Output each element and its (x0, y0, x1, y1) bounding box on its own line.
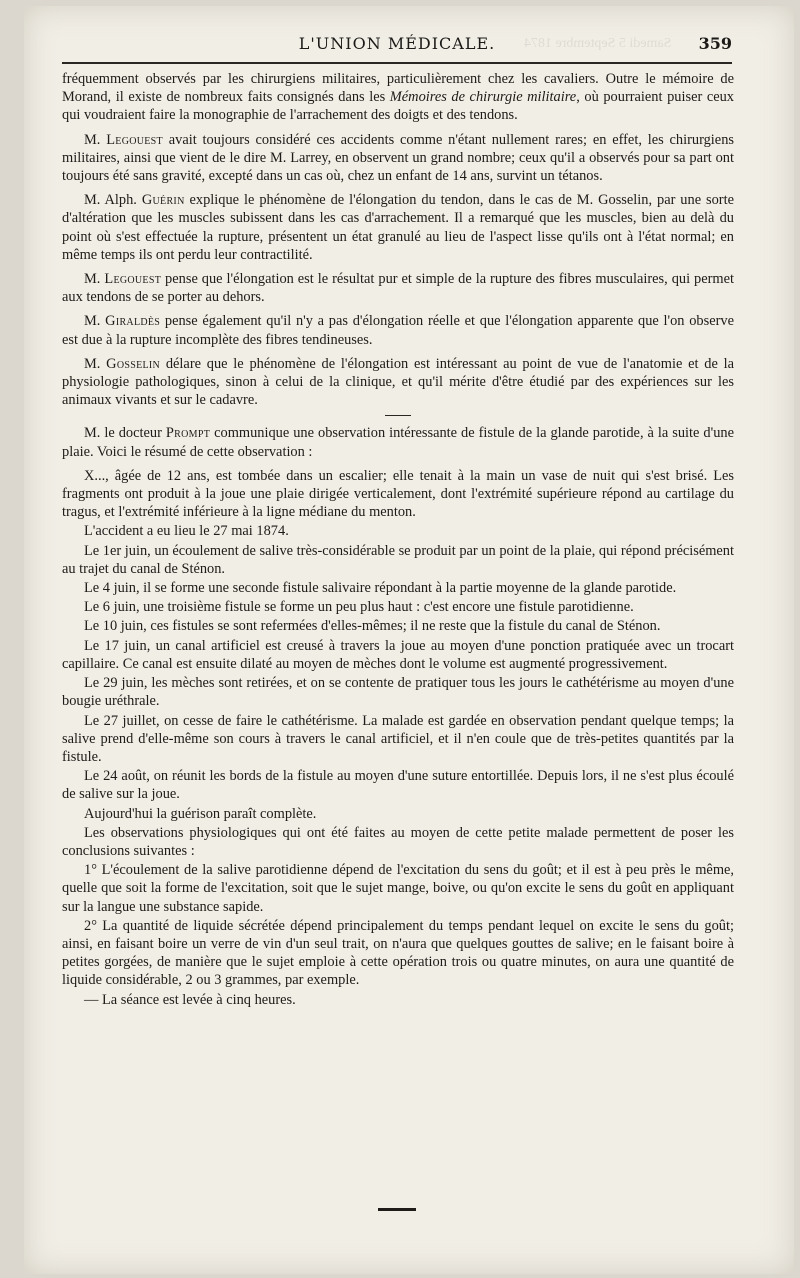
article-body (62, 70, 734, 1010)
case-line: Le 4 juin, il se forme une seconde fistule salivaire répondant à la partie moyenne de la glande parotide. (84, 580, 677, 597)
paragraph-giraldes: M. Giraldès pense également qu'il n'y a pas d'élongation réelle et que l'élongation apparente que l'on observe est due à la rupture incomplète des fibres tendineuses. (62, 313, 734, 348)
case-line: L'accident a eu lieu le 27 mai 1874. (84, 523, 289, 540)
case-line: Le 27 juillet, on cesse de faire le cathétérisme. La malade est gardée en observation pendant quelque temps; la salive prend d'elle-même son cours à travers le canal artificiel, et il n'en coule que de très-petites quantités par la fistule. (62, 712, 734, 765)
speaker-name: Legouest (106, 131, 163, 148)
session-closing: — La séance est levée à cinq heures. (84, 991, 296, 1008)
end-rule (378, 1208, 416, 1211)
section-separator (385, 415, 411, 416)
speaker-name: Giraldès (105, 313, 161, 330)
case-line: Le 6 juin, une troisième fistule se forme un peu plus haut : c'est encore une fistule parotidienne. (84, 599, 634, 616)
case-line: Le 24 août, on réunit les bords de la fistule au moyen d'une suture entortillée. Depuis lors, il ne s'est plus écoulé de salive sur la joue. (62, 768, 734, 803)
page-number: 359 (698, 34, 732, 53)
case-line: Le 1er juin, un écoulement de salive très-considérable se produit par un point de la plaie, qui répond précisément au trajet du canal de Sténon. (62, 542, 734, 577)
journal-title: Mémoires de chirurgie militaire (389, 89, 577, 106)
paragraph-guerin: M. Alph. Guérin explique le phénomène de l'élongation du tendon, dans le cas de M. Gosselin, par une sorte d'altération que les muscles subissent dans les cas d'arrachement. Il a remarqué que les muscles, bien au delà du point où s'est effectuée la rupture, présentent un état granulé au lieu de l'aspect lisse qu'ils ont à l'état normal; en même temps ils ont perdu leur contractilité. (62, 192, 734, 263)
case-line: Le 17 juin, un canal artificiel est creusé à travers la joue au moyen d'une ponction pratiquée avec un trocart capillaire. Ce canal est ensuite dilaté au moyen de mèches dont le volume est augmenté progressivement. (62, 637, 734, 672)
paragraph-opening: fréquemment observés par les chirurgiens militaires, particulièrement chez les cavaliers. Outre le mémoire de Morand, il existe de nombreux faits consignés dans les Mémoires de chirurgie militaire, où pourraient puiser ceux qui voudraient faire la monographie de l'arrachement des doigts et des tendons. (62, 71, 734, 124)
case-line: X..., âgée de 12 ans, est tombée dans un escalier; elle tenait à la main un vase de nuit qui s'est brisé. Les fragments ont produit à la joue une plaie dirigée verticalement, dont l'extrémité supérieure répond au cartilage du tragus, et l'extrémité inférieure à la ligne médiane du menton. (62, 467, 734, 521)
speaker-name: Gosselin (106, 355, 161, 372)
running-title: L'UNION MÉDICALE. (298, 34, 496, 53)
paragraph-legouest-1: M. Legouest avait toujours considéré ces accidents comme n'étant nullement rares; en effet, les chirurgiens militaires, ainsi que vient de le dire M. Larrey, en observent un grand nombre; ceux qu'il a observés pour sa part ont toujours été sans gravité, excepté dans un cas où, chez un enfant de 14 ans, survint un tétanos. (62, 131, 734, 185)
paragraph-legouest-2: M. Legouest pense que l'élongation est le résultat pur et simple de la rupture des fibres musculaires, qui permet aux tendons de se porter au dehors. (62, 271, 735, 306)
page-header (62, 30, 732, 60)
case-line: Les observations physiologiques qui ont été faites au moyen de cette petite malade permettent de poser les conclusions suivantes : (62, 824, 734, 859)
case-line: Aujourd'hui la guérison paraît complète. (84, 805, 317, 822)
case-line: Le 10 juin, ces fistules se sont refermées d'elles-mêmes; il ne reste que la fistule du canal de Sténon. (84, 618, 661, 635)
paragraph-prompt-intro: M. le docteur Prompt communique une observation intéressante de fistule de la glande parotide, à la suite d'une plaie. Voici le résumé de cette observation : (62, 425, 734, 460)
header-rule (62, 62, 732, 64)
case-line: Le 29 juin, les mèches sont retirées, et on se contente de pratiquer tous les jours le cathétérisme au moyen d'une bougie uréthrale. (62, 675, 734, 710)
speaker-name: Legouest (104, 271, 162, 288)
bleed-through-text: Samedi 5 Septembre 1874 (524, 36, 672, 51)
paragraph-gosselin: M. Gosselin délare que le phénomène de l'élongation est intéressant au point de vue de l'anatomie et de la physiologie pathologiques, sinon à celui de la clinique, et qu'il mérite d'être étudié par des expériences sur les animaux vivants et sur le cadavre. (62, 355, 734, 409)
speaker-name: Prompt (165, 425, 211, 442)
conclusion-2: 2° La quantité de liquide sécrétée dépend principalement du temps pendant lequel on excite le sens du goût; ainsi, en faisant boire un verre de vin d'un seul trait, on n'aura que quelques gouttes de salive; en le faisant boire à petites gorgées, de manière que le sujet emploie à cette opération trois ou quatre minutes, on aura une quantité de liquide considérable, 2 ou 3 grammes, par exemple. (62, 917, 734, 989)
conclusion-1: 1° L'écoulement de la salive parotidienne dépend de l'excitation du sens du goût; et il est à peu près le même, quelle que soit la forme de l'excitation, soit que le sujet mange, boive, ou qu'on excite le sens du goût en appliquant sur la langue une substance sapide. (62, 862, 734, 915)
speaker-name: Guérin (141, 192, 185, 209)
